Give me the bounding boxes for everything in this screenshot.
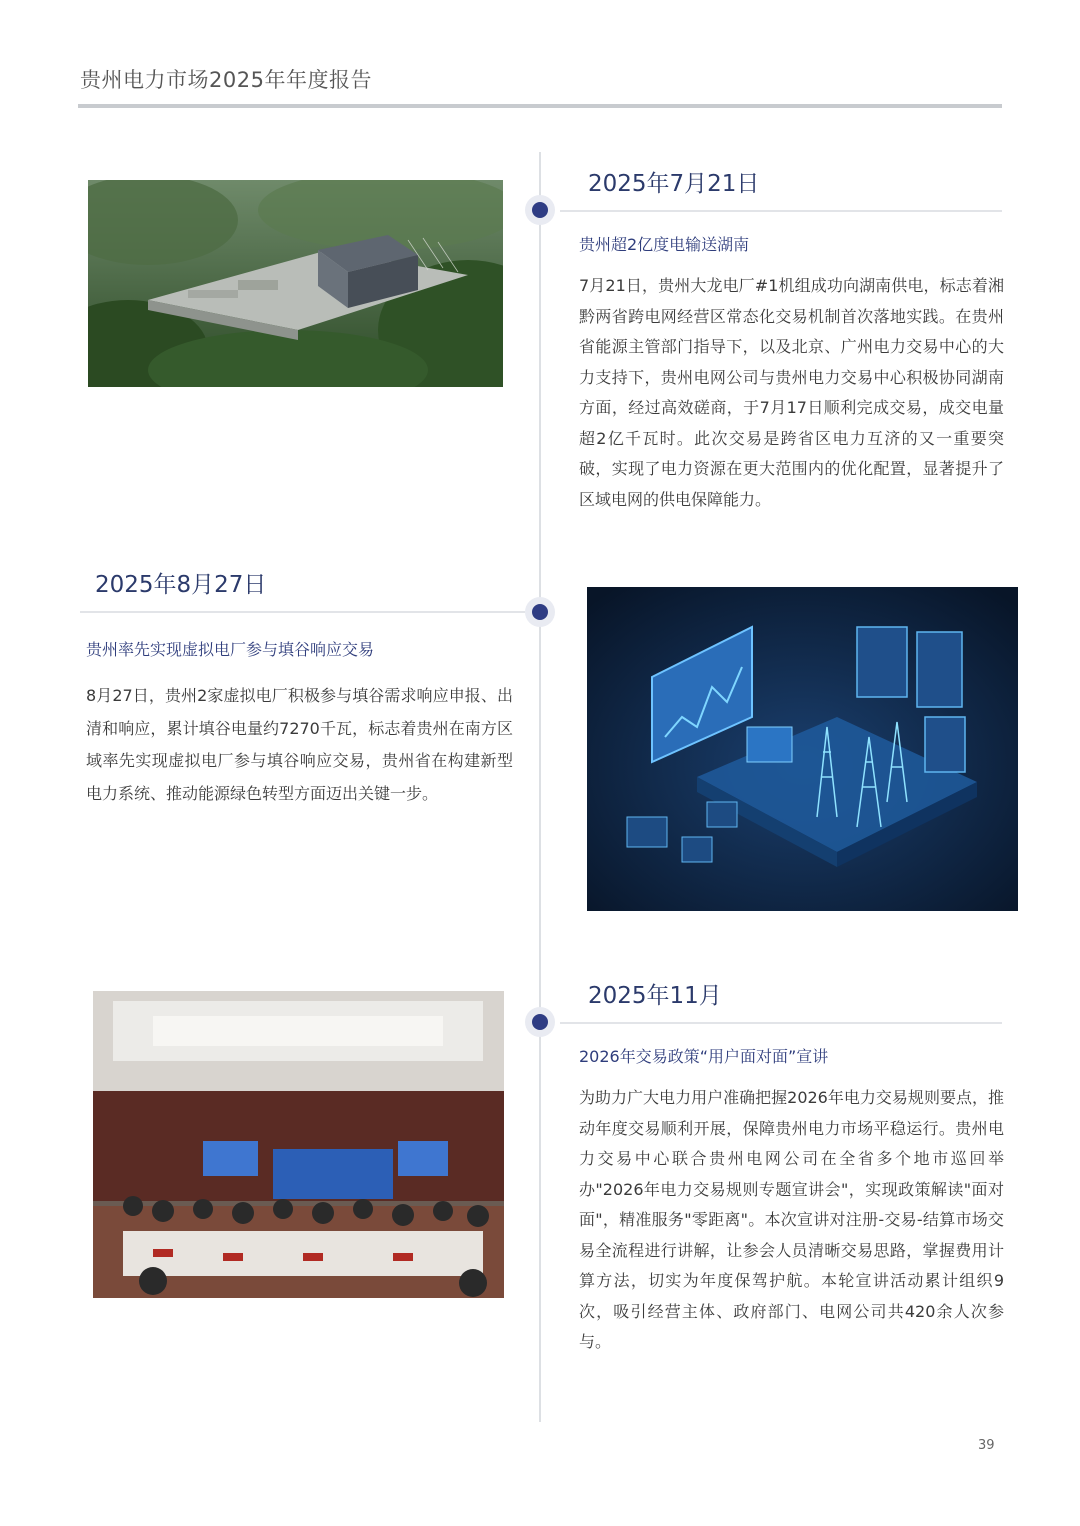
event-body: 为助力广大电力用户准确把握2026年电力交易规则要点，推动年度交易顺利开展，保障贵州电力市场平稳运行。贵州电力交易中心联合贵州电网公司在全省多个地市巡回举办"2026年电力交易规则专题宣讲会"，实现政策解读"面对面"，精准服务"零距离"。本次宣讲对注册-交易-结算市场交易全流程进行讲解，让参会人员清晰交易思路，掌握费用计算方法，切实为年度保驾护航。本轮宣讲活动累计组织9次，吸引经营主体、政府部门、电网公司共420余人次参与。 [579,1088,1004,1351]
header-divider [78,104,1002,108]
timeline-marker-jul [525,195,555,225]
policy-briefing-meeting-photo [93,991,504,1298]
event-date: 2025年7月21日 [588,171,760,197]
date-underline [80,611,525,613]
date-underline [560,1022,1002,1024]
event-body: 7月21日，贵州大龙电厂#1机组成功向湖南供电，标志着湘黔两省跨电网经营区常态化交易机制首次落地实践。在贵州省能源主管部门指导下，以及北京、广州电力交易中心的大力支持下，贵州电网公司与贵州电力交易中心积极协同湖南方面，经过高效磋商，于7月17日顺利完成交易，成交电量超2亿千瓦时。此次交易是跨省区电力互济的又一重要突破，实现了电力资源在更大范围内的优化配置，显著提升了区域电网的供电保障能力。 [579,276,1004,509]
event-date: 2025年11月 [588,983,722,1009]
page-number: 39 [978,1438,995,1453]
event-title: 2026年交易政策“用户面对面”宣讲 [579,1047,829,1066]
timeline-marker-aug [525,597,555,627]
event-title: 贵州超2亿度电输送湖南 [579,235,750,254]
event-body: 8月27日，贵州2家虚拟电厂积极参与填谷需求响应申报、出清和响应，累计填谷电量约7270千瓦，标志着贵州在南方区域率先实现虚拟电厂参与填谷响应交易，贵州省在构建新型电力系统、推动能源绿色转型方面迈出关键一步。 [86,686,513,803]
timeline-line [539,152,541,1422]
power-plant-aerial-photo [88,180,503,387]
timeline-marker-nov [525,1007,555,1037]
event-title: 贵州率先实现虚拟电厂参与填谷响应交易 [86,640,375,659]
virtual-power-plant-illustration [587,587,1018,911]
event-date: 2025年8月27日 [95,572,267,598]
report-title: 贵州电力市场2025年年度报告 [80,68,372,92]
date-underline [560,210,1002,212]
